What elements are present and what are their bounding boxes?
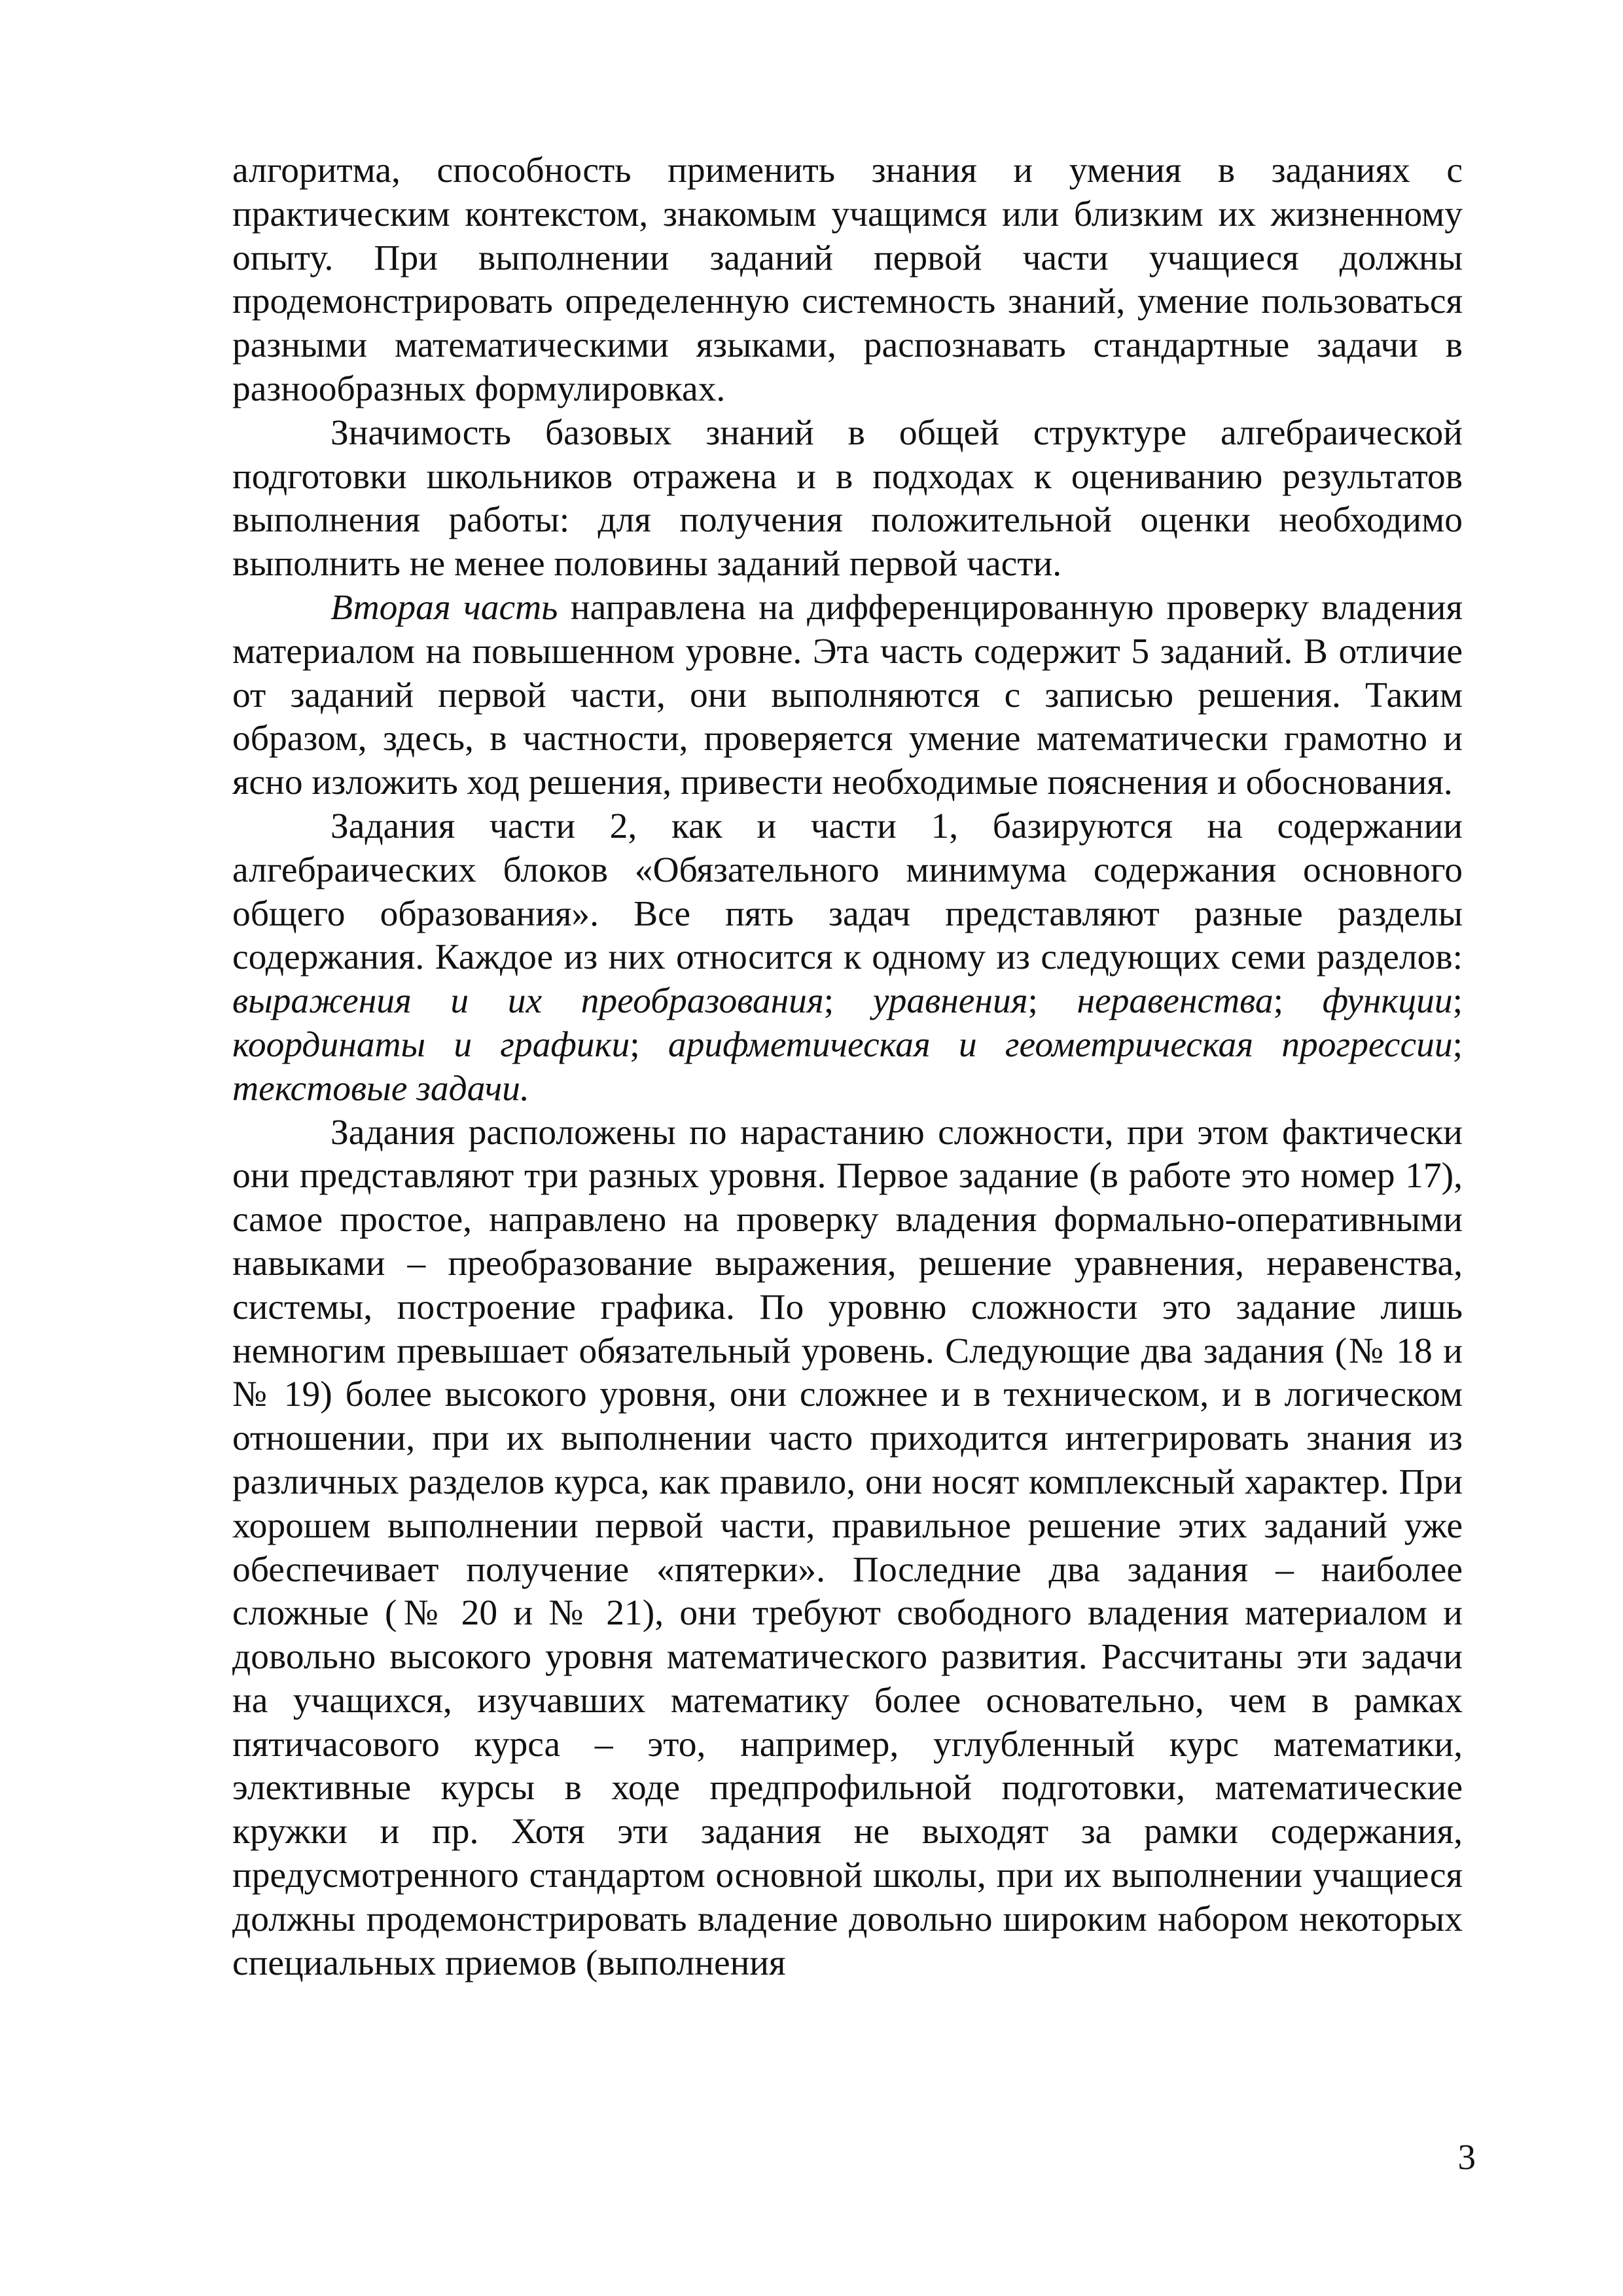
italic-term-second-part: Вторая часть [330, 587, 558, 628]
section-expressions: выражения и их преобразования [232, 981, 824, 1022]
section-word-problems: текстовые задачи [232, 1068, 520, 1109]
section-separator: ; [1027, 981, 1077, 1022]
section-inequalities: неравенства [1077, 981, 1274, 1022]
section-separator: ; [1452, 981, 1463, 1022]
section-progressions: арифметическая и геометрическая прогрессии [668, 1024, 1453, 1065]
paragraph-4 [232, 805, 1463, 1111]
section-separator: ; [1273, 981, 1323, 1022]
section-separator: ; [630, 1024, 668, 1065]
section-separator: ; [823, 981, 873, 1022]
section-equations: уравнения [872, 981, 1028, 1022]
paragraph-3-text: направлена на дифференцированную проверку владения материалом на повышенном уровне. Эта часть содержит 5 заданий. В отличие от заданий первой части, они выполняются с записью решения. Таким образом, здесь, в частности, проверяется умение математически грамотно и ясно изложить ход решения, привести необходимые пояснения и обоснования. [232, 587, 1463, 803]
paragraph-1: алгоритма, способность применить знания и умения в заданиях с практическим контекстом, знакомым учащимся или близким их жизненному опыту. При выполнении заданий первой части учащиеся должны продемонстрировать определенную системность знаний, умение пользоваться разными математическими языками, распознавать стандартные задачи в разнообразных формулировках. [232, 151, 1463, 409]
section-coordinates-graphs: координаты и графики [232, 1024, 630, 1065]
section-functions: функции [1322, 981, 1453, 1022]
paragraph-3 [232, 586, 1463, 805]
paragraph-2: Значимость базовых знаний в общей структуре алгебраической подготовки школьников отражена и в подходах к оцениванию результатов выполнения работы: для получения положительной оценки необходимо выполнить не менее половины заданий первой части. [232, 412, 1463, 584]
paragraph-5: Задания расположены по нарастанию сложности, при этом фактически они представляют три разных уровня. Первое задание (в работе это номер 17), самое простое, направлено на проверку владения формально-оперативными навыками – преобразование выражения, решение уравнения, неравенства, системы, построение графика. По уровню сложности это задание лишь немногим превышает обязательный уровень. Следующие два задания (№ 18 и № 19) более высокого уровня, они сложнее и в техническом, и в логическом отношении, при их выполнении часто приходится интегрировать знания из различных разделов курса, как правило, они носят комплексный характер. При хорошем выполнении первой части, правильное решение этих заданий уже обеспечивает получение «пятерки». Последние два задания – наиболее сложные (№ 20 и № 21), они требуют свободного владения материалом и довольно высокого уровня математического развития. Рассчитаны эти задачи на учащихся, изучавших математику более основательно, чем в рамках пятичасового курса – это, например, углубленный курс математики, элективные курсы в ходе предпрофильной подготовки, математические кружки и пр. Хотя эти задания не выходят за рамки содержания, предусмотренного стандартом основной школы, при их выполнении учащиеся должны продемонстрировать владение довольно широким набором некоторых специальных приемов (выполнения [232, 1112, 1463, 1983]
page-number: 3 [1457, 2137, 1476, 2177]
paragraph-4-ending: . [520, 1068, 529, 1109]
page-body [232, 149, 1463, 1985]
section-separator: ; [1452, 1024, 1463, 1065]
paragraph-4-text: Задания части 2, как и части 1, базируются на содержании алгебраических блоков «Обязательного минимума содержания основного общего образования». Все пять задач представляют разные разделы содержания. Каждое из них относится к одному из следующих семи разделов: [232, 806, 1463, 978]
